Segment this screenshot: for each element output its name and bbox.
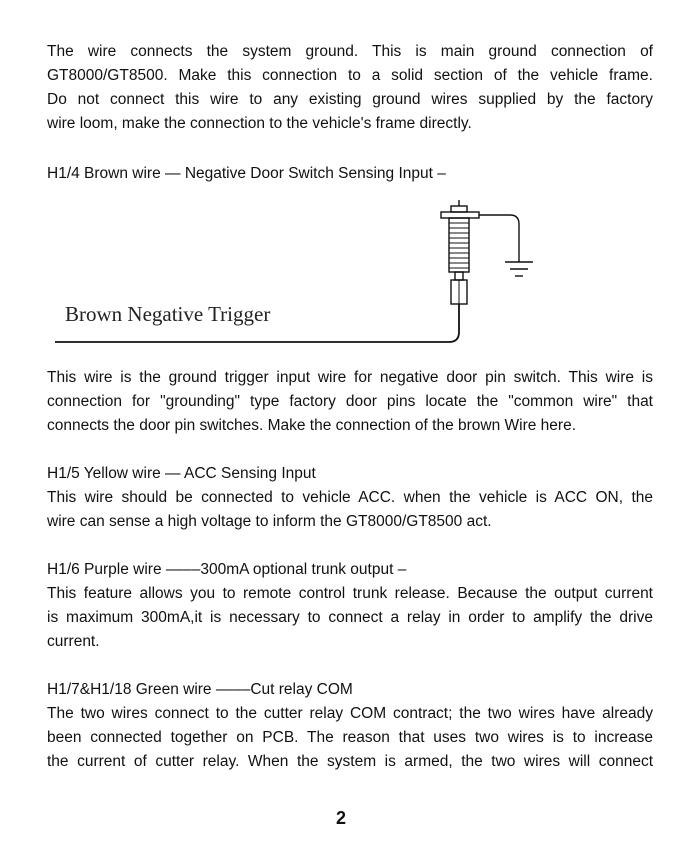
text-line: connection for "grounding" type factory door pins locate the "common wire" that <box>47 393 653 410</box>
switch-body <box>449 218 469 272</box>
h1-5-paragraph <box>47 486 653 534</box>
ground-wire <box>479 215 519 262</box>
text-line: current. <box>47 633 100 650</box>
text-line: been connected together on PCB. The reason that uses two wires is to increase <box>47 729 653 746</box>
text-line: the current of cutter relay. When the system is armed, the two wires will connect <box>47 753 653 770</box>
h1-4-heading: H1/4 Brown wire — Negative Door Switch Sensing Input – <box>47 165 446 182</box>
switch-stem <box>455 272 463 280</box>
h1-5-heading: H1/5 Yellow wire — ACC Sensing Input <box>47 465 316 482</box>
intro-paragraph <box>47 40 653 136</box>
h1-7-heading: H1/7&H1/18 Green wire ––––Cut relay COM <box>47 681 353 698</box>
switch-threads <box>449 223 469 268</box>
page-number: 2 <box>335 808 346 828</box>
h1-6-paragraph <box>47 582 653 654</box>
text-line: This feature allows you to remote control trunk release. Because the output current <box>47 585 653 602</box>
text-line: wire loom, make the connection to the vehicle's frame directly. <box>47 115 472 132</box>
text-line: This wire is the ground trigger input wire for negative door pin switch. This wire is <box>47 369 653 386</box>
text-line: GT8000/GT8500. Make this connection to a solid section of the vehicle frame. <box>47 67 653 84</box>
h1-4-paragraph <box>47 366 653 438</box>
text-line: connects the door pin switches. Make the connection of the brown Wire here. <box>47 417 577 434</box>
text-line: wire can sense a high voltage to inform the GT8000/GT8500 act. <box>47 513 492 530</box>
text-line: is maximum 300mA,it is necessary to connect a relay in order to amplify the drive <box>47 609 653 626</box>
diagram-label: Brown Negative Trigger <box>65 302 271 326</box>
text-line: Do not connect this wire to any existing ground wires supplied by the factory <box>47 91 653 108</box>
text-line: The two wires connect to the cutter relay COM contract; the two wires have already <box>47 705 653 722</box>
text-line: The wire connects the system ground. This is main ground connection of <box>47 43 653 60</box>
switch-cap <box>451 206 467 212</box>
switch-flange <box>441 212 479 218</box>
text-line: This wire should be connected to vehicle ACC. when the vehicle is ACC ON, the <box>47 489 653 506</box>
door-switch-diagram <box>0 190 682 355</box>
h1-6-heading: H1/6 Purple wire ––––300mA optional trunk output – <box>47 561 407 578</box>
h1-7-paragraph <box>47 702 653 774</box>
